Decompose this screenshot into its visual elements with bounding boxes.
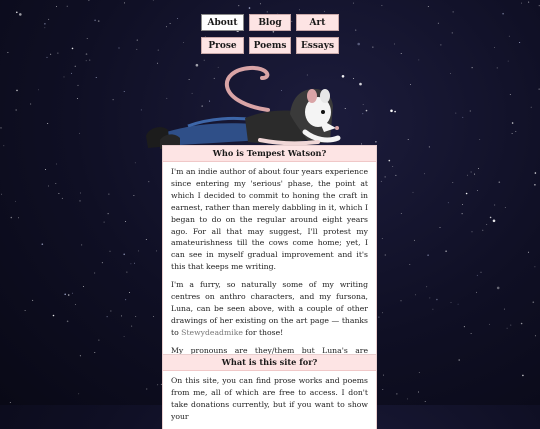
star [462, 117, 463, 118]
star [81, 244, 82, 245]
star [71, 73, 72, 74]
star [38, 89, 39, 90]
star [88, 0, 89, 1]
star [7, 52, 8, 53]
star [170, 23, 171, 24]
star [448, 202, 449, 203]
star [260, 3, 261, 4]
star [512, 133, 513, 134]
star [64, 294, 66, 296]
star [440, 44, 441, 45]
star [148, 181, 149, 182]
star [471, 172, 472, 173]
star [519, 42, 520, 43]
star [436, 299, 438, 301]
star [47, 123, 48, 124]
star [482, 230, 483, 231]
star [429, 146, 430, 147]
star [119, 48, 120, 49]
star [401, 300, 402, 301]
star [137, 40, 138, 41]
star [382, 238, 383, 239]
star [80, 193, 81, 194]
about-paragraph-2-end: for those! [243, 328, 283, 337]
star [183, 42, 184, 43]
star [418, 392, 419, 393]
star [353, 3, 354, 4]
star [539, 89, 540, 90]
star [153, 316, 154, 317]
star [44, 27, 45, 28]
star [146, 389, 147, 390]
star [138, 250, 139, 251]
star [79, 133, 80, 134]
star [504, 309, 505, 310]
star [382, 312, 383, 313]
star [508, 61, 509, 62]
star [455, 113, 456, 114]
star [108, 194, 109, 195]
artist-link[interactable]: Stewydeadmike [181, 328, 243, 337]
star [134, 263, 135, 264]
star [515, 131, 516, 132]
star [413, 192, 414, 193]
star [47, 57, 48, 58]
about-card-title: Who is Tempest Watson? [163, 146, 376, 162]
star [15, 201, 16, 202]
star [177, 18, 178, 19]
star [108, 213, 109, 214]
star [510, 94, 511, 95]
star [18, 217, 19, 218]
star [10, 402, 11, 403]
star [479, 139, 480, 140]
star [378, 317, 379, 318]
star [522, 375, 524, 377]
star [102, 262, 103, 263]
star [57, 53, 58, 54]
star [451, 302, 452, 303]
star [533, 301, 535, 303]
star [452, 32, 453, 33]
star [110, 251, 111, 252]
star [497, 67, 498, 68]
star [78, 393, 79, 394]
star [89, 60, 90, 61]
star [98, 340, 99, 341]
star [355, 30, 356, 31]
star [428, 6, 429, 7]
star [124, 336, 125, 337]
star [472, 231, 473, 232]
star [53, 315, 55, 317]
star [96, 77, 97, 78]
star [490, 217, 492, 219]
star [426, 286, 427, 287]
star [494, 47, 495, 48]
star [478, 168, 479, 169]
star [64, 76, 65, 77]
about-paragraph-3: My pronouns are they/them but Luna's are [171, 345, 368, 369]
star [471, 333, 472, 334]
star [123, 254, 125, 256]
star [125, 299, 126, 300]
star [470, 111, 471, 112]
star [75, 304, 76, 305]
star [509, 36, 510, 37]
star [98, 20, 100, 22]
star [466, 193, 468, 195]
star [458, 359, 460, 361]
star [462, 213, 463, 214]
star [534, 266, 535, 267]
star [156, 250, 157, 251]
star [166, 26, 167, 27]
star [357, 43, 360, 46]
star [158, 50, 159, 51]
star [494, 205, 495, 206]
star [477, 275, 478, 276]
star [121, 315, 122, 316]
star [407, 398, 408, 399]
star [67, 6, 68, 7]
star [395, 175, 396, 176]
star [58, 193, 59, 194]
nav-art-button[interactable]: Art [296, 14, 339, 31]
star [146, 239, 147, 240]
star [375, 141, 377, 143]
star [238, 5, 239, 6]
star [204, 60, 205, 61]
star [531, 107, 532, 108]
star [299, 9, 300, 10]
star [408, 139, 409, 140]
star [77, 98, 78, 99]
star [249, 7, 251, 9]
star [135, 316, 136, 317]
star [107, 316, 108, 317]
star [382, 389, 383, 390]
star [83, 286, 84, 287]
star [113, 99, 114, 100]
star [11, 217, 13, 219]
star [267, 11, 268, 12]
star [438, 23, 439, 24]
star [16, 90, 18, 92]
star [424, 173, 425, 174]
nav-essays-button[interactable]: Essays [296, 37, 339, 54]
nav-prose-button[interactable]: Prose [201, 37, 244, 54]
star [44, 23, 46, 25]
star [425, 401, 426, 402]
star [45, 169, 46, 170]
nav-poems-button[interactable]: Poems [249, 37, 291, 54]
star [42, 243, 44, 245]
star [474, 174, 475, 175]
star [521, 3, 522, 4]
star [32, 300, 33, 301]
star [131, 326, 132, 327]
star [521, 323, 523, 325]
star [62, 198, 63, 199]
star [135, 162, 136, 163]
star [458, 304, 459, 305]
star [19, 13, 22, 16]
nav-blog-button[interactable]: Blog [249, 14, 291, 31]
star [535, 172, 537, 174]
about-card [163, 146, 376, 375]
star [124, 2, 125, 3]
star [87, 38, 88, 39]
star [445, 250, 447, 252]
star [432, 309, 433, 310]
site-card-body [163, 371, 376, 429]
star [94, 273, 95, 274]
star [48, 19, 49, 20]
star [429, 297, 430, 298]
star [510, 325, 511, 326]
star [48, 186, 49, 187]
star [396, 393, 397, 394]
star [493, 220, 496, 223]
nav-about-button[interactable]: About [201, 14, 244, 31]
star [385, 176, 386, 177]
star [481, 272, 482, 273]
star [3, 145, 4, 146]
star [394, 111, 396, 113]
star [389, 160, 391, 162]
star [419, 372, 420, 373]
star [75, 66, 76, 67]
star [512, 122, 514, 124]
star [381, 181, 382, 182]
star [440, 227, 441, 228]
star [72, 48, 74, 50]
star [366, 110, 368, 112]
star [390, 110, 393, 113]
star [381, 5, 382, 6]
star [415, 294, 416, 295]
star [161, 384, 162, 385]
star [86, 53, 88, 55]
star [528, 252, 529, 253]
star [126, 272, 127, 273]
star [136, 49, 137, 50]
star [383, 375, 384, 376]
star [534, 184, 536, 186]
about-paragraph-2-text: I'm a furry, so naturally some of my writing centres on anthro characters, and my fursona, Luna, can be seen above, with a couple of other drawings of her existing on the art page — thanks to [171, 280, 368, 337]
opossum-fursona-illustration [140, 62, 365, 154]
star [409, 264, 410, 265]
star [55, 183, 56, 184]
star [324, 11, 325, 12]
star [129, 292, 130, 293]
star [56, 6, 57, 7]
star [410, 84, 411, 85]
star [16, 12, 18, 14]
about-card-body [163, 162, 376, 375]
star [453, 11, 454, 12]
star [450, 73, 451, 74]
star [68, 294, 70, 296]
star [401, 213, 402, 214]
star [86, 60, 87, 61]
star [125, 221, 126, 222]
star [467, 175, 468, 176]
star [535, 335, 536, 336]
star [427, 254, 429, 256]
star [394, 44, 395, 45]
star [392, 166, 393, 167]
star [25, 310, 26, 311]
star [130, 263, 131, 264]
star [505, 207, 506, 208]
star [464, 326, 465, 327]
site-paragraph-1: On this site, you can find prose works and poems from me, all of which are free to access. I don't take donations currently, but if you want to show your [171, 375, 368, 423]
about-paragraph-2 [171, 279, 368, 339]
star [486, 224, 487, 225]
star [94, 352, 95, 353]
star [489, 324, 490, 325]
star [372, 47, 373, 48]
star [157, 384, 158, 385]
site-card-title: What is this site for? [163, 355, 376, 371]
star [472, 67, 473, 68]
star [67, 321, 69, 323]
star [418, 59, 419, 60]
star [104, 222, 105, 223]
star [476, 292, 477, 293]
site-card [163, 355, 376, 429]
star [401, 53, 402, 54]
star [72, 293, 73, 294]
star [385, 255, 386, 256]
star [78, 85, 79, 86]
star [477, 190, 478, 191]
star [1, 127, 2, 128]
star [507, 328, 508, 329]
star [502, 13, 504, 15]
star [528, 2, 529, 3]
about-paragraph-1: I'm an indie author of about four years experience since entering my 'serious' phase, the point at which I decided to commit to honing the craft in earnest, rather than merely dabbling in it, which I began to do on the regular around eight years ago. For all that may suggest, I'll protest my amateurishness till the cows come home; yet, I can see in myself gradual improvement and it's this that keeps me writing. [171, 166, 368, 273]
star [462, 204, 463, 205]
star [30, 104, 31, 105]
star [94, 20, 96, 22]
star [452, 182, 453, 183]
star [124, 91, 125, 92]
star [1, 194, 2, 195]
star [56, 164, 57, 165]
star [497, 287, 500, 290]
star [50, 54, 51, 55]
star [16, 110, 17, 111]
star [133, 195, 134, 196]
star [499, 181, 501, 183]
star [291, 21, 292, 22]
star [80, 200, 81, 201]
star [273, 31, 275, 33]
star [414, 240, 415, 241]
star [80, 355, 81, 356]
star [110, 311, 111, 312]
